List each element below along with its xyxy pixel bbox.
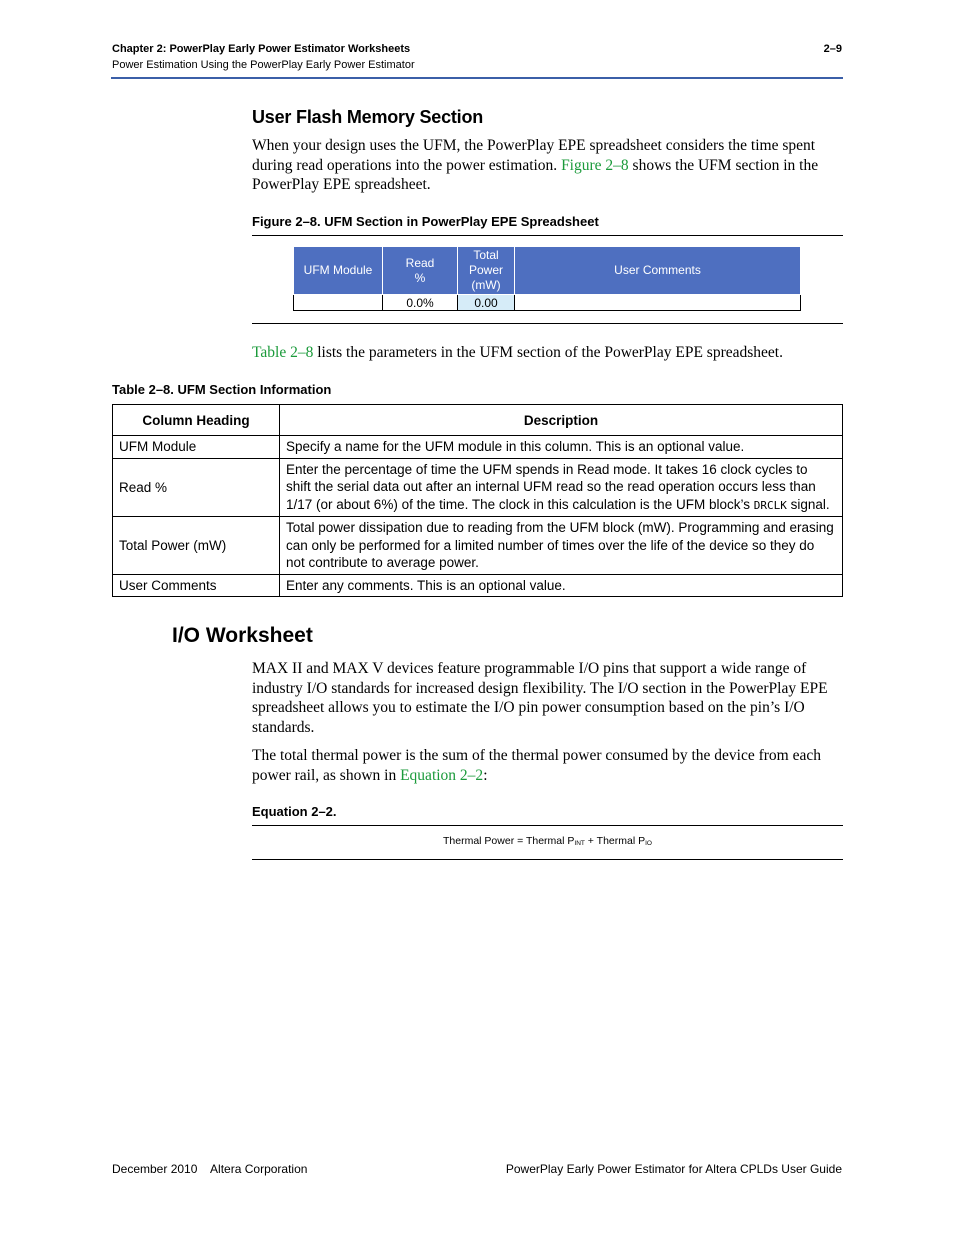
drclk-code: DRCLK <box>753 498 787 512</box>
table-2-8-link[interactable]: Table 2–8 <box>252 344 314 361</box>
figure-rule-top <box>252 235 843 236</box>
eq-part2: + Thermal P <box>584 835 646 847</box>
table-row <box>113 458 843 517</box>
table-row <box>113 436 843 459</box>
equation-caption: Equation 2–2. <box>252 804 337 819</box>
figure-rule-bottom <box>252 323 843 324</box>
ufm-paragraph <box>252 136 844 195</box>
row-description: Specify a name for the UFM module in this column. This is an optional value. <box>280 436 843 459</box>
row-heading: User Comments <box>113 574 280 597</box>
fig-cell-module <box>294 295 383 311</box>
table-caption: Table 2–8. UFM Section Information <box>112 382 332 397</box>
table-ref-text: lists the parameters in the UFM section of the PowerPlay EPE spreadsheet. <box>313 344 783 361</box>
table-ref-paragraph <box>252 343 844 363</box>
row-description <box>280 458 843 517</box>
fig-cell-read: 0.0% <box>383 295 458 311</box>
io-paragraph-2-text: The total thermal power is the sum of the thermal power consumed by the device from each power rail, as shown in <box>252 747 822 784</box>
fig-header-user-comments: User Comments <box>515 247 801 295</box>
running-header-subtitle: Power Estimation Using the PowerPlay Early Power Estimator <box>112 59 415 71</box>
row-heading: UFM Module <box>113 436 280 459</box>
footer-date-company: December 2010 Altera Corporation <box>112 1162 308 1176</box>
row-description-line3: signal. <box>786 496 830 512</box>
page-number: 2–9 <box>823 43 842 55</box>
equation-thermal-power <box>252 835 843 847</box>
row-description: Enter any comments. This is an optional value. <box>280 574 843 597</box>
row-heading: Read % <box>113 458 280 517</box>
fig-cell-power: 0.00 <box>458 295 515 311</box>
io-paragraph-2 <box>252 746 844 785</box>
figure-2-8-link[interactable]: Figure 2–8 <box>561 156 629 174</box>
eq-part1: Thermal Power = Thermal P <box>443 835 575 847</box>
header-rule <box>111 77 843 79</box>
ufm-spreadsheet-figure <box>293 246 801 311</box>
section-heading-io: I/O Worksheet <box>172 624 313 647</box>
ufm-paragraph-text-1: When your design uses the UFM, the PowerPlay EPE spreadsheet considers the time spent during read operations into the power estimation. <box>252 137 816 174</box>
running-header-chapter: Chapter 2: PowerPlay Early Power Estimator Worksheets <box>112 43 411 55</box>
fig-header-read-line2: % <box>414 270 426 285</box>
fig-header-power-line3: (mW) <box>471 278 501 292</box>
row-description-line2: 1/17 (or about 6%) of the time. The clock in this calculation is the UFM block’s <box>286 496 754 512</box>
figure-caption: Figure 2–8. UFM Section in PowerPlay EPE Spreadsheet <box>252 214 599 229</box>
footer-guide-title: PowerPlay Early Power Estimator for Altera CPLDs User Guide <box>505 1162 842 1176</box>
eq-sub-int: INT <box>574 840 585 847</box>
ufm-info-table <box>112 404 843 597</box>
fig-header-read-line1: Read <box>405 255 435 270</box>
row-heading: Total Power (mW) <box>113 517 280 575</box>
ufm-paragraph-text-2: shows the UFM section in the PowerPlay EPE spreadsheet. <box>252 156 819 193</box>
fig-header-total-power <box>458 247 515 295</box>
equation-2-2-link[interactable]: Equation 2–2 <box>400 766 484 784</box>
col-description-header: Description <box>280 405 843 436</box>
eq-sub-io: IO <box>645 840 652 847</box>
fig-header-power-line2: Power <box>468 263 503 277</box>
io-paragraph-1: MAX II and MAX V devices feature programmable I/O pins that support a wide range of industry I/O standards for increased design flexibility. The I/O section in the PowerPlay EPE spreadsheet allows you to estimate the I/O pin power consumption based on the pin’s I/O standards. <box>252 660 828 736</box>
equation-rule-top <box>252 825 843 826</box>
equation-rule-bottom <box>252 859 843 860</box>
fig-header-ufm-module: UFM Module <box>294 247 383 295</box>
section-heading-ufm: User Flash Memory Section <box>252 107 484 127</box>
fig-header-power-line1: Total <box>473 248 499 262</box>
fig-cell-comments <box>515 295 801 311</box>
col-heading-header: Column Heading <box>113 405 280 436</box>
row-description: Total power dissipation due to reading from the UFM block (mW). Programming and erasing can only be performed for a limited number of times over the life of the device so they do not contribute to average power. <box>280 517 843 575</box>
table-row <box>113 574 843 597</box>
io-paragraph-2-end: : <box>483 766 488 784</box>
row-description-line1: Enter the percentage of time the UFM spends in Read mode. It takes 16 clock cycles to shift the serial data out after an internal UFM read so the read operation occurs less than <box>286 461 816 494</box>
table-row <box>113 517 843 575</box>
fig-header-read <box>383 247 458 295</box>
